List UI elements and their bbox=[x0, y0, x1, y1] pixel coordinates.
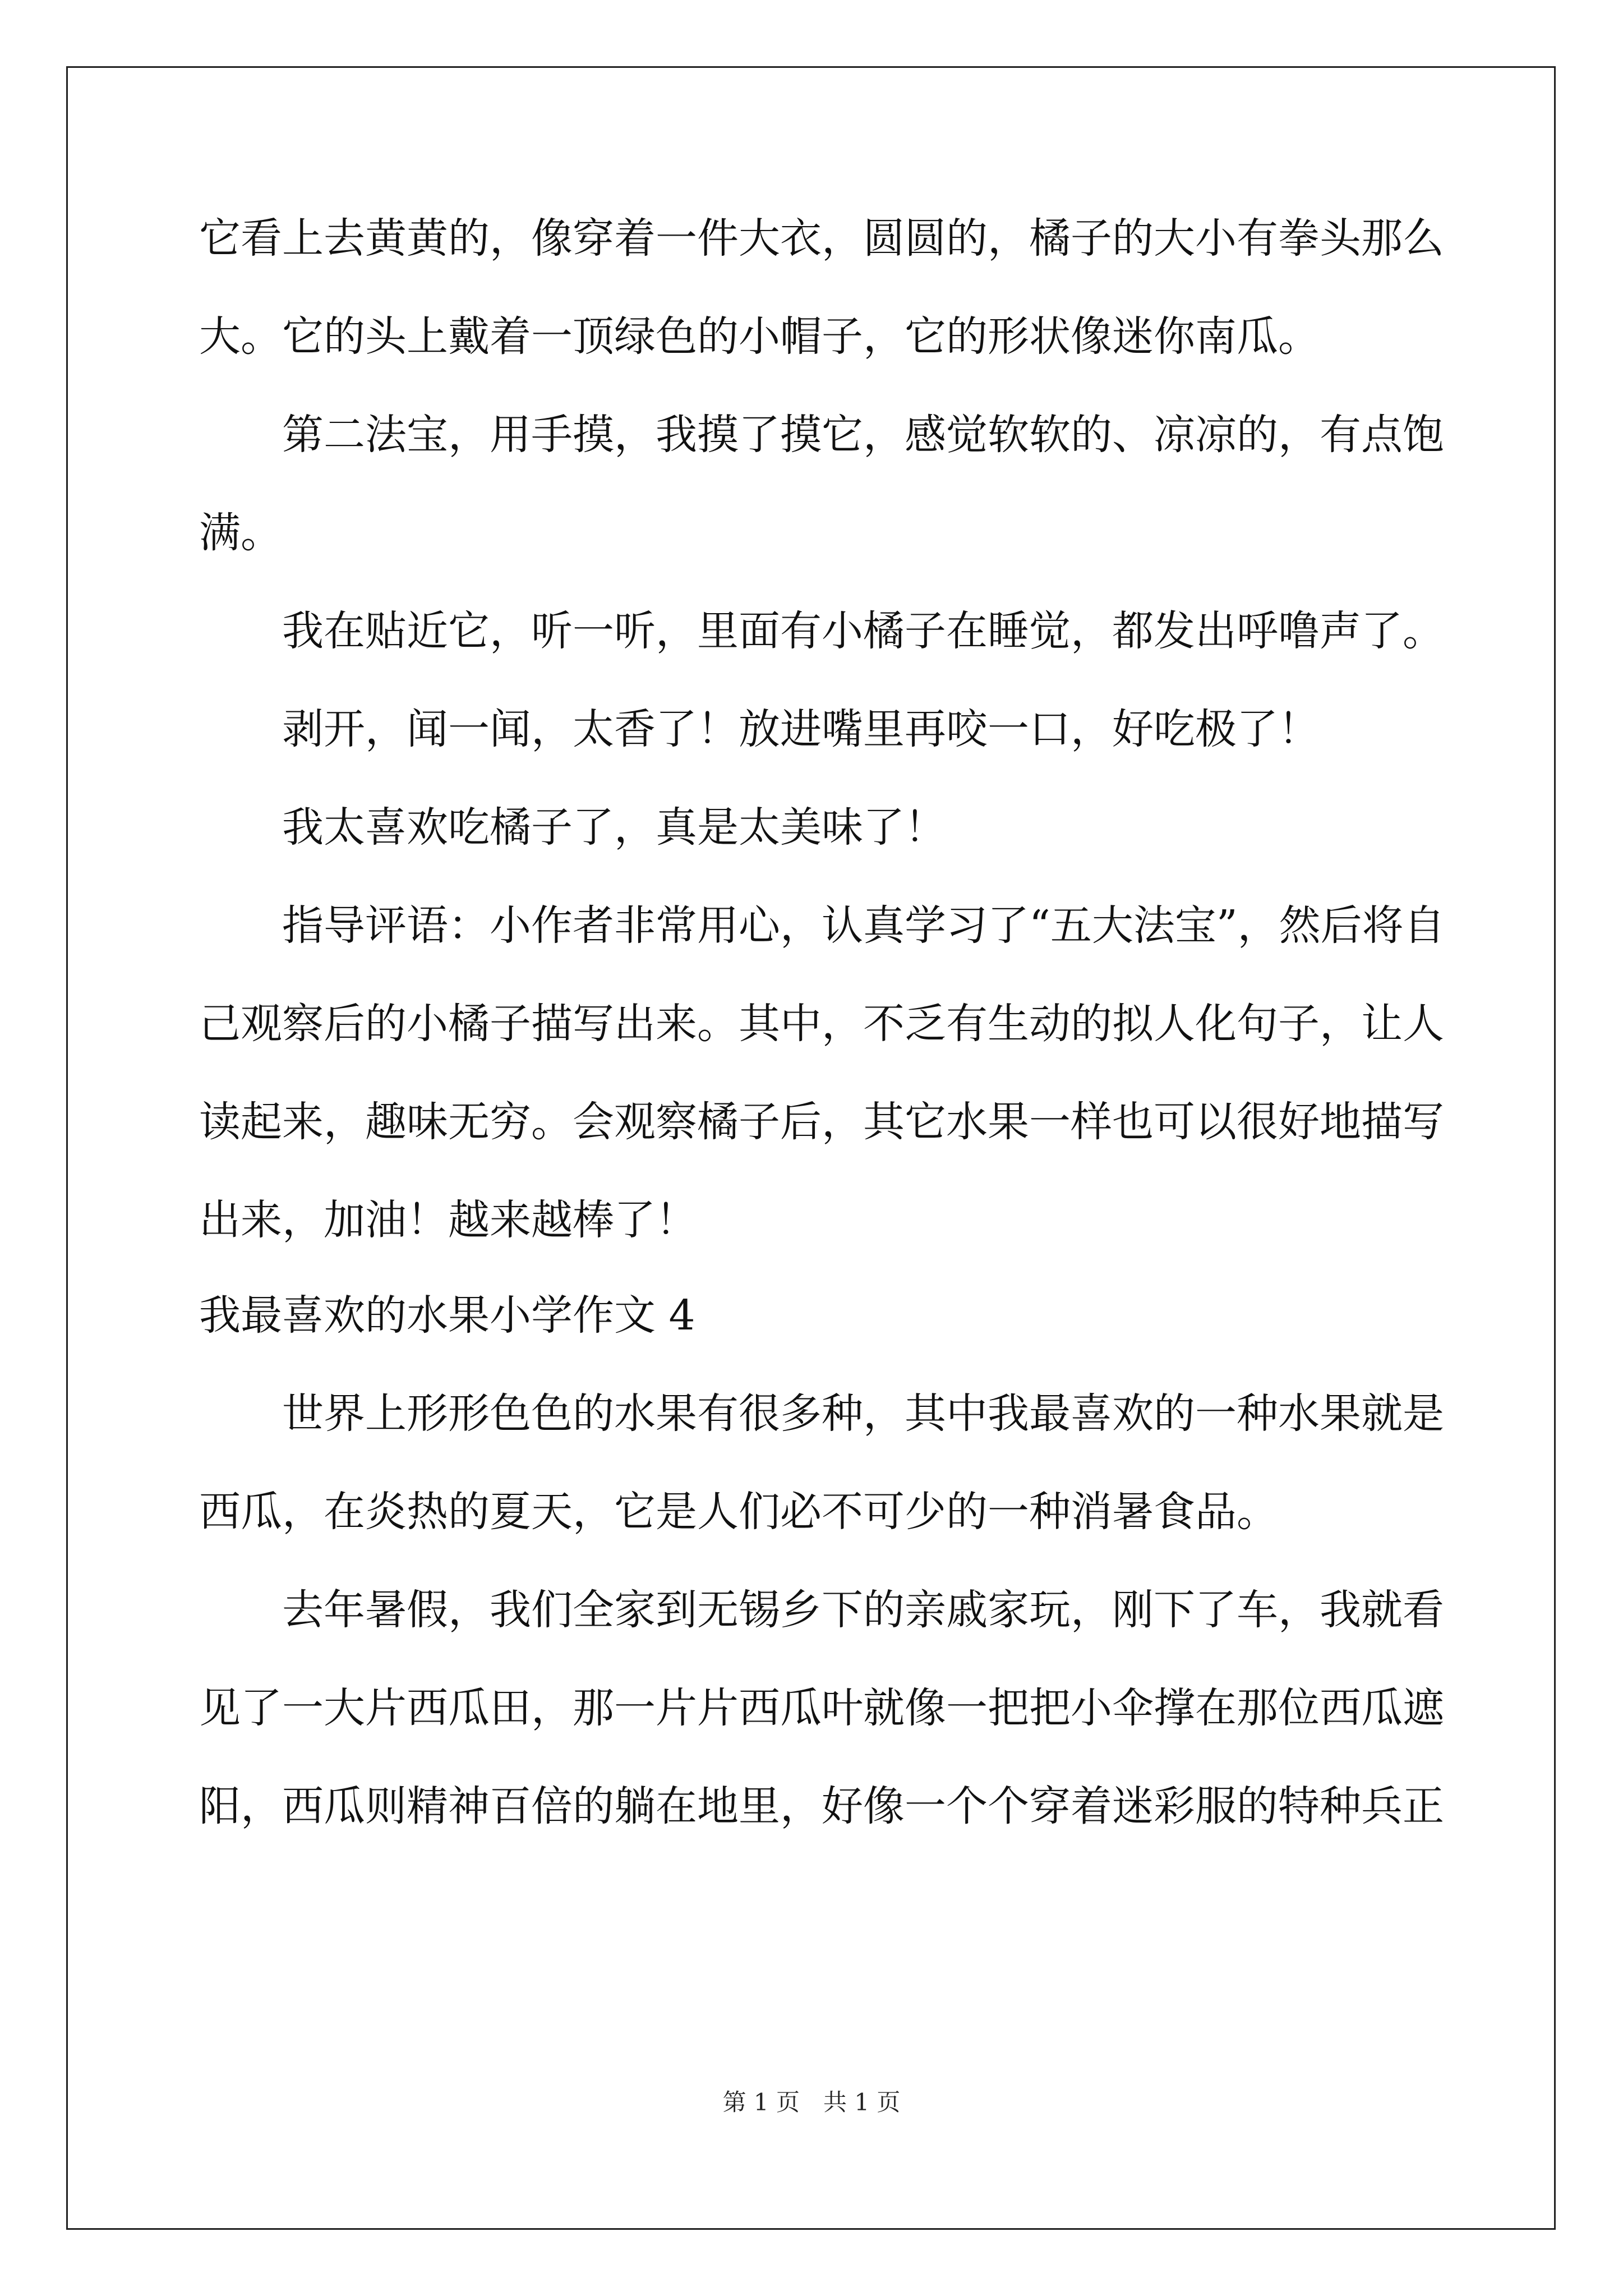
paragraph-line: 西瓜，在炎热的夏天，它是人们必不可少的一种消暑食品。 bbox=[199, 1488, 1278, 1536]
paragraph-line: 见了一大片西瓜田，那一片片西瓜叶就像一把把小伞撑在那位西瓜遮 bbox=[199, 1684, 1444, 1732]
paragraph-line: 出来，加油！越来越棒了！ bbox=[199, 1196, 697, 1244]
page-footer: 第 1 页 共 1 页 bbox=[722, 2088, 901, 2116]
paragraph-line: 己观察后的小橘子描写出来。其中，不乏有生动的拟人化句子，让人 bbox=[199, 1000, 1444, 1048]
paragraph-line: 指导评语：小作者非常用心，认真学习了“五大法宝”，然后将自 bbox=[282, 901, 1445, 950]
page-border bbox=[66, 66, 1556, 2230]
paragraph-line: 大。它的头上戴着一顶绿色的小帽子，它的形状像迷你南瓜。 bbox=[199, 312, 1320, 361]
paragraph-line: 世界上形形色色的水果有很多种，其中我最喜欢的一种水果就是 bbox=[282, 1389, 1444, 1438]
paragraph-line: 我太喜欢吃橘子了，真是太美味了！ bbox=[282, 803, 946, 852]
paragraph-line: 读起来，趣味无穷。会观察橘子后，其它水果一样也可以很好地描写 bbox=[199, 1098, 1444, 1146]
paragraph-line: 剥开，闻一闻，太香了！放进嘴里再咬一口，好吃极了！ bbox=[282, 705, 1320, 753]
paragraph-line: 它看上去黄黄的，像穿着一件大衣，圆圆的，橘子的大小有拳头那么 bbox=[199, 214, 1444, 263]
paragraph-line: 满。 bbox=[199, 509, 282, 557]
paragraph-line: 阳，西瓜则精神百倍的躺在地里，好像一个个穿着迷彩服的特种兵正 bbox=[199, 1782, 1444, 1830]
paragraph-line: 第二法宝，用手摸，我摸了摸它，感觉软软的、凉凉的，有点饱 bbox=[282, 411, 1444, 459]
paragraph-line: 去年暑假，我们全家到无锡乡下的亲戚家玩，刚下了车，我就看 bbox=[282, 1586, 1444, 1634]
section-heading: 我最喜欢的水果小学作文 4 bbox=[199, 1291, 695, 1340]
paragraph-line: 我在贴近它，听一听，里面有小橘子在睡觉，都发出呼噜声了。 bbox=[282, 607, 1444, 655]
